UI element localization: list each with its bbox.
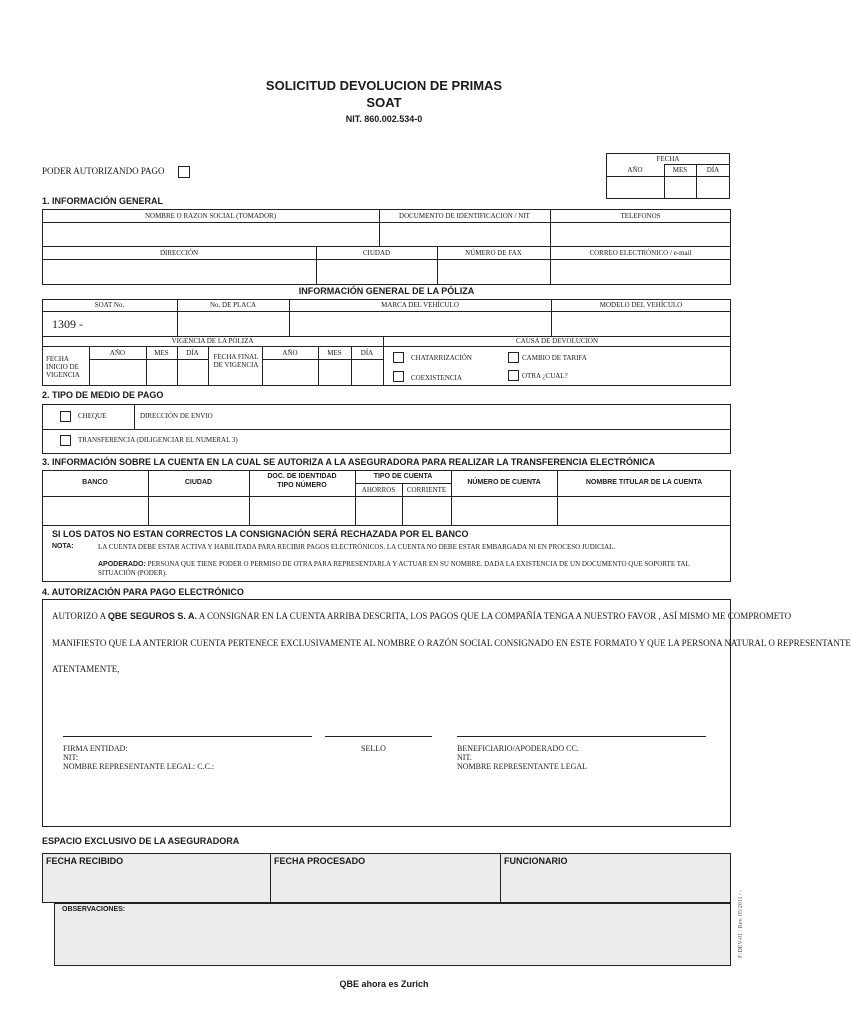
modelo-field[interactable] (552, 312, 730, 335)
modelo-label: MODELO DEL VEHÍCULO (599, 301, 683, 309)
ahorros-label: AHORROS (361, 486, 396, 494)
section1-title: 1. INFORMACIÓN GENERAL (42, 196, 164, 206)
nombre-label: NOMBRE O RAZON SOCIAL (TOMADOR) (144, 212, 277, 220)
auth-company: QBE SEGUROS S. A. (107, 611, 198, 621)
warning-text: SI LOS DATOS NO ESTAN CORRECTOS LA CONSIGNACIÓN SERÁ RECHAZADA POR EL BANCO (52, 529, 469, 539)
coexistencia-checkbox[interactable] (393, 371, 404, 382)
soat-no-label: SOAT No. (94, 301, 125, 309)
otra-checkbox[interactable] (508, 370, 519, 381)
auth-line2: MANIFIESTO QUE LA ANTERIOR CUENTA PERTENECE EXCLUSIVAMENTE AL NOMBRE O RAZÓN SOCIAL CONSIGNADO EN ESTE FORMATO Y QUE LA PERSONA NATURAL O REPRESENTANTE (52, 638, 851, 648)
sello-line (325, 736, 432, 737)
observaciones-field[interactable] (55, 916, 725, 965)
fecha-mes-label: MES (672, 166, 688, 174)
cheque-checkbox[interactable] (60, 411, 71, 422)
inicio-mes-field[interactable] (147, 360, 176, 385)
inicio-mes-label: MES (154, 349, 169, 357)
apoderado-note (98, 560, 726, 577)
placa-label: No. DE PLACA (209, 301, 257, 309)
corriente-label: CORRIENTE (406, 486, 447, 494)
firma-representante-label: NOMBRE REPRESENTANTE LEGAL: C.C.: (63, 762, 215, 771)
banco-field[interactable] (43, 497, 147, 524)
inicio-dia-label: DÍA (186, 349, 199, 357)
form-code: F-DEV-01 / Rev. 05/2011 / - (738, 889, 744, 958)
atentamente-text: ATENTAMENTE, (52, 664, 120, 674)
inicio-dia-field[interactable] (178, 360, 207, 385)
soat-no-field[interactable] (43, 312, 176, 335)
poliza-title: INFORMACIÓN GENERAL DE LA PÓLIZA (298, 286, 475, 296)
fax-field[interactable] (438, 260, 549, 284)
correo-label: CORREO ELECTRÓNICO / e-mail (589, 249, 692, 257)
fecha-procesado-field[interactable] (271, 868, 499, 902)
observaciones-label: OBSERVACIONES: (62, 906, 126, 913)
ahorros-field[interactable] (356, 497, 401, 524)
auth-line1 (52, 611, 791, 621)
fecha-inicio-label: FECHA INICIO DE VIGENCIA (46, 355, 80, 379)
final-ano-label: AÑO (282, 349, 298, 357)
fecha-ano-label: AÑO (627, 166, 643, 174)
cheque-label: CHEQUE (78, 412, 107, 420)
cambio-tarifa-label: CAMBIO DE TARIFA (522, 354, 587, 362)
beneficiario-line (457, 736, 706, 737)
firma-block (63, 744, 214, 771)
final-ano-field[interactable] (263, 360, 317, 385)
placa-field[interactable] (178, 312, 288, 335)
beneficiario-label: BENEFICIARIO/APODERADO CC. (457, 744, 579, 753)
fecha-mes-field[interactable] (665, 177, 695, 198)
final-mes-label: MES (327, 349, 342, 357)
direccion-field[interactable] (43, 260, 315, 284)
corriente-field[interactable] (403, 497, 450, 524)
otra-label: OTRA ¿CUAL? (522, 372, 568, 380)
auth-line1-pre: AUTORIZO A (52, 611, 106, 621)
documento-label: DOCUMENTO DE IDENTIFICACION / NIT (399, 212, 530, 220)
direccion-envio-label: DIRECCIÓN DE ENVIO (140, 412, 213, 420)
ciudad3-label: CIUDAD (184, 479, 213, 486)
fecha-procesado-label: FECHA PROCESADO (274, 856, 366, 866)
apoderado-label: APODERADO: (98, 561, 146, 568)
chatarrizacion-label: CHATARRIZACIÓN (411, 354, 472, 362)
firma-label: FIRMA ENTIDAD: (63, 744, 128, 753)
aseguradora-title: ESPACIO EXCLUSIVO DE LA ASEGURADORA (42, 836, 240, 846)
funcionario-field[interactable] (501, 868, 730, 902)
poder-label: PODER AUTORIZANDO PAGO (42, 166, 165, 176)
section4-title: 4. AUTORIZACIÓN PARA PAGO ELECTRÓNICO (42, 587, 244, 597)
beneficiario-nit-label: NIT. (457, 753, 472, 762)
final-dia-label: DÍA (360, 349, 374, 357)
apoderado-text: PERSONA QUE TIENE PODER O PERMISO DE OTRA PARA REPRESENTARLA Y ACTUAR EN SU NOMBRE. DADA LA EXISTENCIA DE UN DOCUMENTO QUE SOPORTE TAL SITUACIÓN (PODER). (98, 560, 690, 577)
poder-checkbox[interactable] (178, 166, 190, 178)
company-nit: NIT. 860.002.534-0 (345, 114, 423, 124)
fecha-label: FECHA (656, 155, 680, 163)
fecha-dia-field[interactable] (697, 177, 729, 198)
vigencia-label: VIGENCIA DE LA PÓLIZA (171, 337, 254, 345)
fecha-dia-label: DÍA (706, 166, 720, 174)
marca-label: MARCA DEL VEHÍCULO (381, 301, 459, 309)
inicio-ano-label: AÑO (109, 349, 126, 357)
doc-identidad-label: DOC. DE IDENTIDAD (267, 473, 337, 480)
transferencia-label: TRANSFERENCIA (DILIGENCIAR EL NUMERAL 3) (78, 436, 238, 444)
form-title: SOLICITUD DEVOLUCION DE PRIMAS (265, 78, 503, 93)
beneficiario-representante-label: NOMBRE REPRESENTANTE LEGAL (457, 762, 588, 771)
soat-no-value: 1309 - (52, 317, 83, 331)
fecha-recibido-label: FECHA RECIBIDO (46, 856, 124, 866)
nombre-field[interactable] (43, 223, 378, 245)
banco-label: BANCO (82, 479, 108, 486)
funcionario-label: FUNCIONARIO (504, 856, 568, 866)
nota-text: LA CUENTA DEBE ESTAR ACTIVA Y HABILITADA PARA RECIBIR PAGOS ELECTRÓNICOS. LA CUENTA NO DEBE ESTAR EMBARGADA NI EN PROCESO JUDICIAL. (98, 543, 616, 551)
numero-cuenta-label: NÚMERO DE CUENTA (467, 479, 541, 486)
footer-text: QBE ahora es Zurich (339, 979, 429, 989)
telefonos-label: TELEFONOS (620, 212, 661, 220)
ciudad-label: CIUDAD (362, 249, 391, 257)
firma-nit-label: NIT: (63, 753, 79, 762)
cambio-tarifa-checkbox[interactable] (508, 352, 519, 363)
ciudad3-field[interactable] (149, 497, 248, 524)
authorization-box (42, 599, 851, 827)
form-subtitle: SOAT (366, 95, 402, 110)
section3-title: 3. INFORMACIÓN SOBRE LA CUENTA EN LA CUAL SE AUTORIZA A LA ASEGURADORA PARA REALIZAR LA TRANSFERENCIA ELECTRÓNICA (42, 457, 655, 467)
titular-field[interactable] (558, 497, 730, 524)
section2-title: 2. TIPO DE MEDIO DE PAGO (42, 390, 164, 400)
sello-label: SELLO (361, 744, 386, 753)
transferencia-checkbox[interactable] (60, 435, 71, 446)
tipo-numero-label: TIPO NÚMERO (277, 482, 327, 489)
firma-line (63, 736, 312, 737)
fax-label: NÚMERO DE FAX (465, 249, 522, 257)
numero-cuenta-field[interactable] (452, 497, 556, 524)
fecha-recibido-field[interactable] (43, 868, 269, 902)
causa-label: CAUSA DE DEVOLUCION (515, 337, 599, 345)
fecha-ano-field[interactable] (607, 177, 663, 198)
titular-label: NOMBRE TITULAR DE LA CUENTA (585, 479, 703, 486)
direccion-envio-field[interactable] (240, 405, 730, 428)
chatarrizacion-checkbox[interactable] (393, 352, 404, 363)
nota-label: NOTA: (52, 543, 74, 550)
telefonos-field[interactable] (551, 223, 730, 245)
coexistencia-label: COEXISTENCIA (411, 374, 462, 382)
fecha-final-label: FECHA FINAL DE VIGENCIA (213, 353, 259, 369)
doc-identidad-field[interactable] (250, 497, 354, 524)
marca-field[interactable] (290, 312, 550, 335)
documento-field[interactable] (380, 223, 549, 245)
correo-field[interactable] (551, 260, 730, 284)
final-dia-field[interactable] (352, 360, 382, 385)
inicio-ano-field[interactable] (90, 360, 145, 385)
beneficiario-block (457, 744, 587, 771)
final-mes-field[interactable] (319, 360, 350, 385)
direccion-label: DIRECCIÓN (159, 249, 199, 257)
auth-line1-post: A CONSIGNAR EN LA CUENTA ARRIBA DESCRITA, LOS PAGOS QUE LA COMPAÑÍA TENGA A NUESTRO FAVOR , ASÍ MISMO ME COMPROMETO (198, 611, 792, 621)
ciudad-field[interactable] (317, 260, 436, 284)
tipo-cuenta-label: TIPO DE CUENTA (373, 473, 433, 480)
